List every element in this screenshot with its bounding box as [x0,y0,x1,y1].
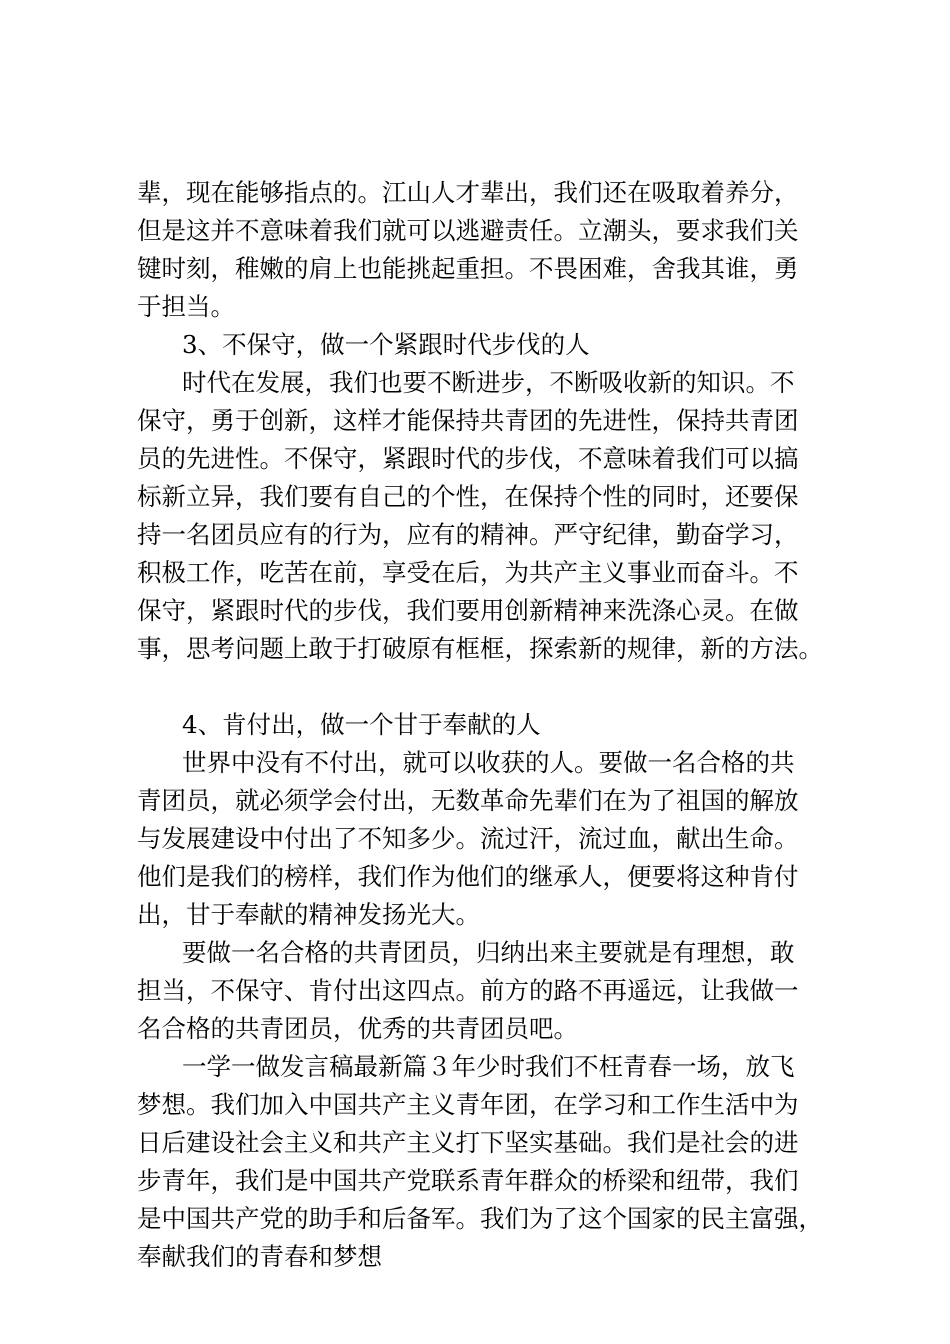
text-line: 世界中没有不付出，就可以收获的人。要做一名合格的共 [182,748,795,777]
text-line: 积极工作，吃苦在前，享受在后，为共产主义事业而奋斗。不 [137,558,799,587]
text-line: 事，思考问题上敢于打破原有框框，探索新的规律，新的方法。 [137,634,823,663]
text-line: 标新立异，我们要有自己的个性，在保持个性的同时，还要保 [137,482,799,511]
section-heading: 4、肯付出，做一个甘于奉献的人 [182,710,541,739]
text-line: 保守，紧跟时代的步伐，我们要用创新精神来洗涤心灵。在做 [137,596,799,625]
text-line: 青团员，就必须学会付出，无数革命先辈们在为了祖国的解放 [137,786,799,815]
text-line: 他们是我们的榜样，我们作为他们的继承人，便要将这种肯付 [137,862,799,891]
text-line: 但是这并不意味着我们就可以逃避责任。立潮头，要求我们关 [137,216,799,245]
text-line: 于担当。 [137,292,235,321]
text-line: 与发展建设中付出了不知多少。流过汗，流过血，献出生命。 [137,824,799,853]
text-line: 键时刻，稚嫩的肩上也能挑起重担。不畏困难，舍我其谁，勇 [137,254,799,283]
section-heading: 3、不保守，做一个紧跟时代步伐的人 [182,330,590,359]
text-line: 奉献我们的青春和梦想 [137,1242,382,1271]
text-line: 保守，勇于创新，这样才能保持共青团的先进性，保持共青团 [137,406,799,435]
text-line: 梦想。我们加入中国共产主义青年团，在学习和工作生活中为 [137,1090,799,1119]
text-line: 担当，不保守、肯付出这四点。前方的路不再遥远，让我做一 [137,976,799,1005]
text-line: 员的先进性。不保守，紧跟时代的步伐，不意味着我们可以搞 [137,444,799,473]
text-line: 出，甘于奉献的精神发扬光大。 [137,900,480,929]
text-line: 时代在发展，我们也要不断进步，不断吸收新的知识。不 [182,368,795,397]
text-line: 是中国共产党的助手和后备军。我们为了这个国家的民主富强， [137,1204,823,1233]
text-line: 步青年，我们是中国共产党联系青年群众的桥梁和纽带，我们 [137,1166,799,1195]
text-line: 日后建设社会主义和共产主义打下坚实基础。我们是社会的进 [137,1128,799,1157]
text-line: 辈，现在能够指点的。江山人才辈出，我们还在吸取着养分， [137,178,799,207]
text-line: 一学一做发言稿最新篇３年少时我们不枉青春一场，放飞 [182,1052,795,1081]
text-line: 名合格的共青团员，优秀的共青团员吧。 [137,1014,578,1043]
text-line: 要做一名合格的共青团员，归纳出来主要就是有理想，敢 [182,938,795,967]
text-line: 持一名团员应有的行为，应有的精神。严守纪律，勤奋学习， [137,520,799,549]
